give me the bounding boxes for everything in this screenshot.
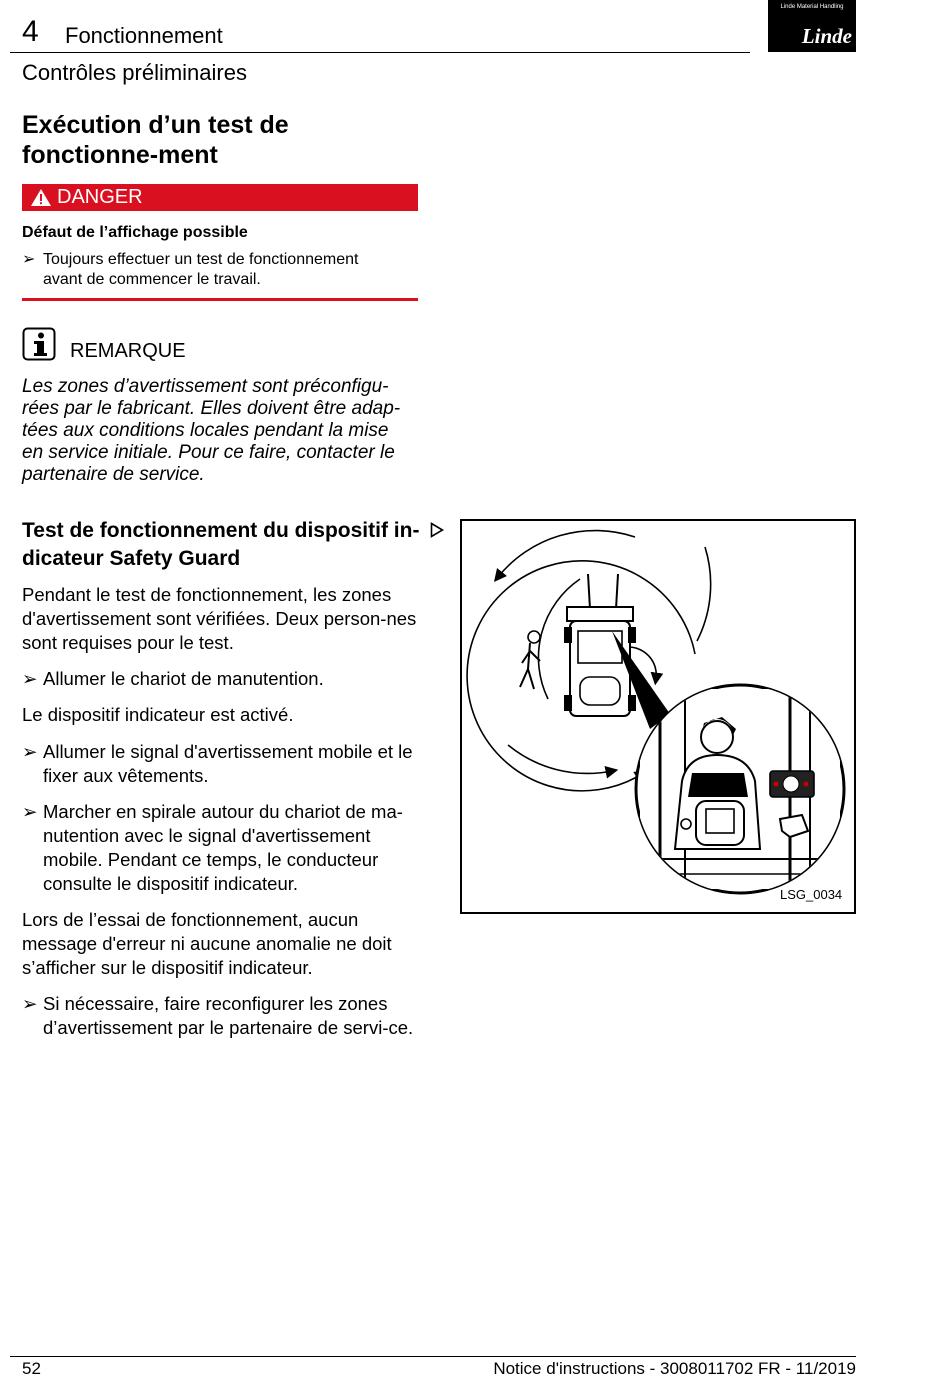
footer-divider: [10, 1356, 856, 1357]
danger-divider: [22, 298, 418, 301]
bullet-arrow-icon: ➢: [22, 993, 38, 1014]
bullet-arrow-icon: ➢: [22, 668, 38, 689]
info-icon: [22, 327, 56, 361]
step-text: Si nécessaire, faire reconfigurer les zones d’avertissement par le partenaire de servi-ce.: [43, 993, 414, 1038]
step-text: Marcher en spirale autour du chariot de ma-nutention avec le signal d'avertissement mobile. Pendant ce temps, le conducteur consulte le dispositif indicateur.: [43, 801, 403, 894]
linde-logo: [768, 0, 856, 52]
main-heading: Exécution d’un test de fonctionne-ment: [22, 111, 289, 169]
warning-triangle-icon: [30, 188, 52, 207]
danger-banner: [22, 184, 418, 211]
step-item: [22, 800, 417, 896]
header-divider: [10, 52, 750, 53]
document-reference: Notice d'instructions - 3008011702 FR - 11/2019: [493, 1359, 856, 1378]
danger-step: [22, 250, 402, 290]
bullet-arrow-icon: ➢: [22, 741, 38, 762]
figure-label: LSG_0034: [780, 887, 843, 902]
figure-pointer-icon: [430, 522, 444, 538]
logo-tagline: Linde Material Handling: [780, 4, 844, 10]
bullet-arrow-icon: ➢: [22, 801, 38, 822]
chapter-number: 4: [22, 15, 39, 48]
step-result: Lors de l’essai de fonctionnement, aucun message d'erreur ni aucune anomalie ne doit s’afficher sur le dispositif indicateur.: [22, 909, 392, 978]
step-result: Le dispositif indicateur est activé.: [22, 704, 294, 725]
safety-guard-illustration: [460, 519, 856, 914]
section-title: Contrôles préliminaires: [22, 60, 247, 85]
step-item: [22, 740, 417, 788]
danger-step-text: Toujours effectuer un test de fonctionnement avant de commencer le travail.: [43, 251, 359, 288]
danger-label: DANGER: [57, 186, 143, 208]
chapter-title: Fonctionnement: [65, 23, 223, 48]
page-number: 52: [22, 1359, 41, 1378]
step-item: [22, 992, 417, 1040]
logo-brand: Linde: [801, 24, 852, 48]
step-text: Allumer le signal d'avertissement mobile et le fixer aux vêtements.: [43, 741, 413, 786]
section-heading: Test de fonctionnement du dispositif in-dicateur Safety Guard: [22, 519, 420, 570]
note-label: REMARQUE: [70, 340, 186, 362]
bullet-arrow-icon: ➢: [22, 251, 36, 268]
section-intro: Pendant le test de fonctionnement, les zones d'avertissement sont vérifiées. Deux person-nes sont requises pour le test.: [22, 584, 417, 653]
step-text: Allumer le chariot de manutention.: [43, 668, 324, 689]
danger-title: Défaut de l’affichage possible: [22, 224, 248, 241]
step-item: [22, 667, 417, 691]
note-text: Les zones d’avertissement sont préconfigu-rées par le fabricant. Elles doivent être adap-tées aux conditions locales pendant la mise en service initiale. Pour ce faire, contacter le partenaire de service.: [22, 376, 401, 485]
